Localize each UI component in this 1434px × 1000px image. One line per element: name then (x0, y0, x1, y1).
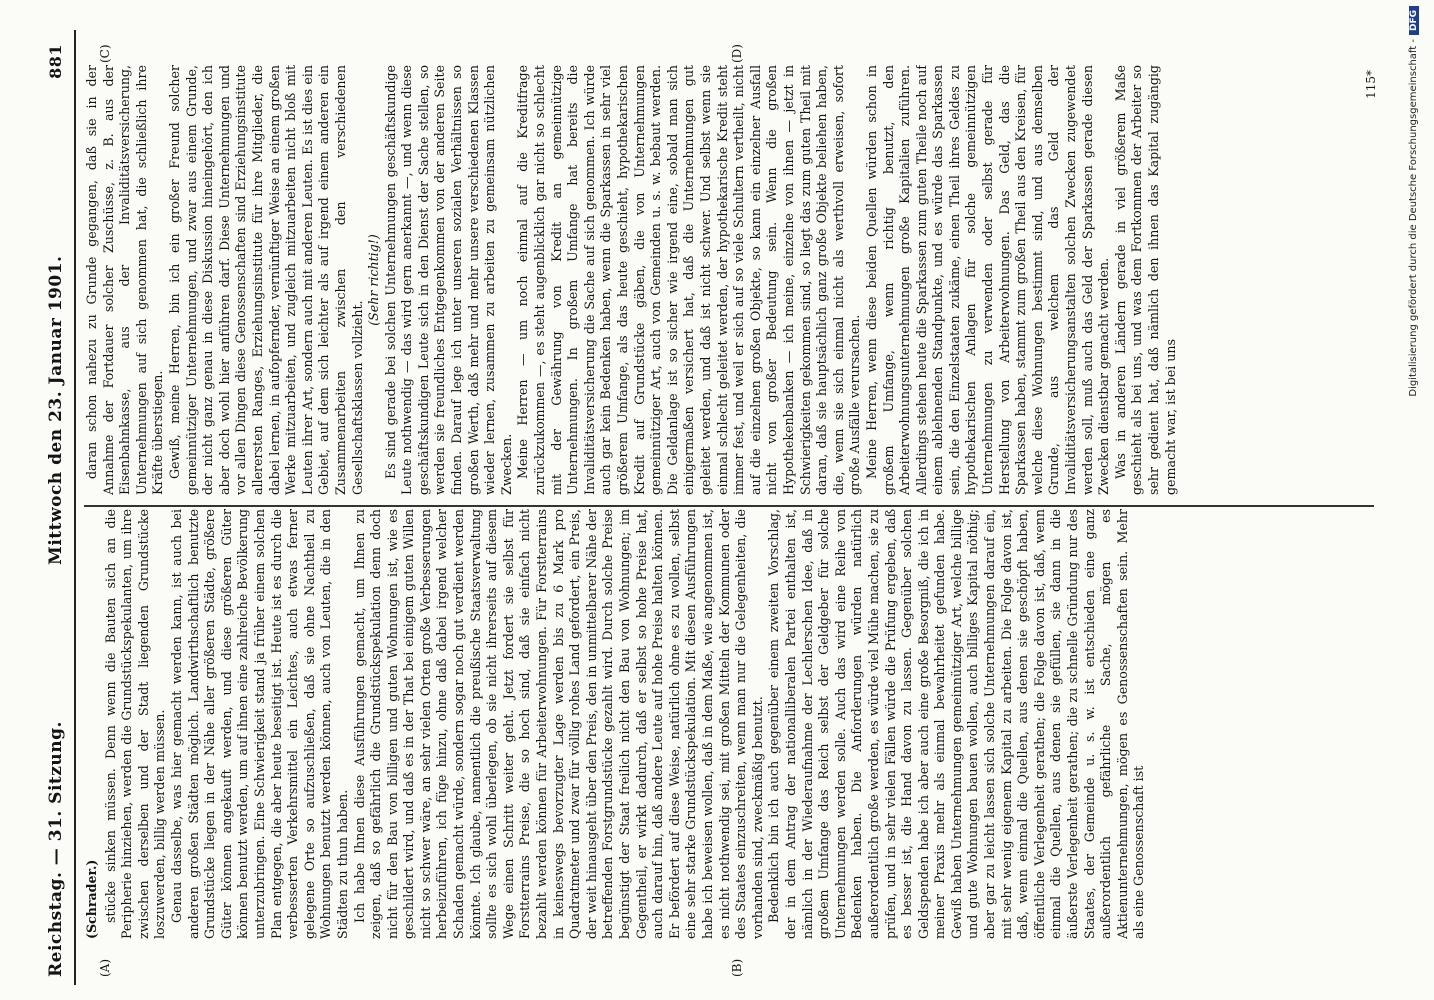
paragraph: Meine Herren, wenn diese beiden Quellen würden schon in großem Umfange, wenn richtig benutzt, den Arbeiterwohnungsunternehmungen große Kapitalien zuführen. Allerdings stehen heute die Sparkassen zum guten Theile noch auf einem ablehnenden Standpunkte, und es würde das Sparkassen sein, die den Einzelstaaten zukäme, einen Theil ihres Geldes zu hypothekarischen Anlagen für solche gemeinnützigen Unternehmungen zu verwenden oder selbst gerade für Herstellung von Arbeiterwohnungen. Das Geld, das die Sparkassen haben, stammt zum großen Theil aus den Kreisen, für welche diese Wohnungen bestimmt sind, und aus demselben Grunde, aus welchem das Geld der Invaliditätsversicherungsanstalten solchen Zwecken zugewendet werden soll, muß auch das Geld der Sparkassen gerade diesen Zwecken dienstbar gemacht werden. (863, 65, 1112, 495)
paragraph: Meine Herren — um noch einmal auf die Kreditfrage zurückzukommen —, es steht augenblicklich gar nicht so schlecht mit der Gewährung von Kredit an gemeinnützige Unternehmungen. In großem Umfange hat bereits die Invaliditätsversicherung die Sache auf sich genommen. Ich würde auch gar kein Bedenken haben, wenn die Sparkassen in sehr viel größerem Umfange, als das heute geschieht, hypothekarischen Kredit auf Grundstücke gäben, die von Unternehmungen gemeinnütziger Art, auch von Gemeinden u. s. w. bebaut werden. Die Geldanlage ist so sicher wie irgend eine, sobald man sich einigermaßen versichert hat, daß die Unternehmungen gut geleitet werden, und daß ist nicht schwer. Und selbst wenn sie einmal schlecht geleitet werden, der hypothekarische Kredit steht immer fest, und weil er sich auf so viele Schultern vertheilt, nicht auf die einzelnen großen Objekte, so kann ein einzelner Ausfall nicht von großer Bedeutung sein. Wenn die großen Hypothekenbanken — ich meine, einzelne von ihnen — jetzt in Schwierigkeiten gekommen sind, so liegt das zum guten Theil mit daran, daß sie hauptsächlich ganz große Objekte beliehen haben, die, wenn sie sich einmal nicht als werthvoll erweisen, sofort große Ausfälle verursachen. (515, 65, 863, 495)
page-number: 881 (46, 44, 65, 79)
paragraph: Bedenklich bin ich auch gegenüber einem zweiten Vorschlag, der in dem Antrag der nationalliberalen Partei enthalten ist, nämlich in der Wiederaufnahme der Lechlerschen Idee, daß in großem Umfange das Reich selbst der Geldgeber für solche Unternehmungen werden solle. Auch das wird eine Reihe von Bedenken haben. Die Anforderungen würden natürlich außerordentlich große werden, es würde viel Mühe machen, sie zu prüfen, und in sehr vielen Fällen würde die Prüfung ergeben, daß es besser ist, die Hand davon zu lassen. Gegenüber solchen Geldspenden habe ich aber auch eine große Besorgniß, die ich in meiner Praxis mehr als einmal bewahrheitet gefunden habe. Gewiß haben Unternehmungen gemeinnütziger Art, welche billige und gute Wohnungen bauen wollen, auch billiges Kapital nöthig; aber gar zu leicht lassen sich solche Unternehmungen darauf ein, mit sehr wenig eigenem Kapital zu arbeiten. Die Folge davon ist, daß, wenn einmal die Quellen, aus denen sie geschöpft haben, öffentliche Verlegenheit gerathen; die Folge davon ist, daß, wenn einmal die Quellen, aus denen sie gefüllen, sie dann in die äußerste Verlegenheit gerathen; die zu schnelle Gründung nur des Staates, der Gemeinde u. s. w. ist entschieden eine ganz außerordentlich gefährliche Sache, mögen es Aktienunternehmungen, mögen es Genossenschaften sein. Mehr als eine Genossenschaft ist (766, 509, 1147, 939)
paragraph: Was in anderen Ländern gerade in viel größerem Maße geschieht als bei uns, und was dem Fortkommen der Arbeiter so sehr gedient hat, daß nämlich den ihnen das Kapital zugängig gemacht war, ist bei uns (1112, 65, 1178, 495)
digitization-credit (1408, 6, 1428, 994)
page-header (40, 30, 74, 985)
catchword: 115* (1364, 70, 1378, 99)
header-rule (74, 30, 76, 985)
credit-line (1408, 6, 1426, 986)
text-column-right (84, 65, 1374, 495)
speaker-name: (Schrader.) (84, 859, 99, 939)
margin-marker-b: (B) (730, 958, 744, 977)
margin-marker-c: (C) (98, 44, 112, 63)
margin-marker-d: (D) (730, 44, 744, 63)
paragraph: Genau dasselbe, was hier gemacht werden kann, ist auch bei anderen großen Städten möglich. Landwirthschaftlich benutzte Grundstücke liegen in der Nähe aller größeren Städte, größere Güter können angekauft werden, und diese größeren Güter können benutzt werden, um auf ihnen eine zahlreiche Bevölkerung unterzubringen. Eine Schwierigkeit stand ja früher einem solchen Plan entgegen, die aber heute beseitigt ist. Heute ist es durch die verbesserten Verkehrsmittel ein Leichtes, auch etwas ferner gelegene Orte so aufzuschließen, daß sie ohne Nachtheil zu Wohnungen benutzt werden können, auch von Leuten, die in den Städten zu thun haben. (168, 509, 350, 939)
header-date: Mittwoch den 23. Januar 1901. (46, 255, 66, 565)
interjection: (Sehr richtig!) (366, 234, 382, 326)
dfg-logo: DFG (1409, 6, 1419, 35)
paragraph: daran schon nahezu zu Grunde gegangen, daß sie in der Annahme der Fortdauer solcher Zuschüsse, z. B. aus der Eisenbahnkasse, aus der Invaliditätsversicherung, Unternehmungen auf sich genommen hat, die schließlich ihre Kräfte überstiegen. (84, 65, 166, 495)
paragraph: Gewiß, meine Herren, bin ich ein großer Freund solcher gemeinnütziger Unternehmungen, und zwar aus einem Grunde, der nicht ganz genau in diese Diskussion hineingehört, den ich aber doch wohl hier anführen darf. Diese Unternehmungen und vor allen Dingen diese Genossenschaften sind Erziehungsinstitute allerersten Ranges, Erziehungsinstitute für ihre Mitglieder, die dabei lernen, in aufopfernder, vernünftiger Weise an einem großen Werke mitzuarbeiten, und zugleich mitzuarbeiten nicht bloß mit Leuten ihrer Art, sondern auch mit anderen Leuten. Es ist dies ein Gebiet, auf dem sich leichter als auf irgend einem anderen ein Zusammenarbeiten zwischen den verschiedenen Gesellschaftsklassen vollzieht. (166, 65, 365, 495)
column-divider (84, 505, 1374, 507)
paragraph: Es sind gerade bei solchen Unternehmungen geschäftskundige Leute nothwendig — das wird gern anerkannt —, und wenn diese geschäftskundigen Leute sich in den Dienst der Sache stellen, so werden sie freundliches Entgegenkommen von der anderen Seite finden. Darauf lege ich unter unseren sozialen Verhältnissen so großen Werth, daß mehr und mehr unsere verschiedenen Klassen wieder lernen, zusammen zu arbeiten zu gemeinsam nützlichen Zwecken. (382, 65, 514, 495)
header-session: Reichstag. — 31. Sitzung. (46, 721, 66, 977)
paragraph: Ich habe Ihnen diese Ausführungen gemacht, um Ihnen zu zeigen, daß so gefährlich die Grundstückspekulation denn doch nicht für den Bau von billigen und guten Wohnungen ist, wie es geschildert wird, und daß es in der That bei einigem guten Willen nicht so schwer wäre, an sehr vielen Orten große Verbesserungen herbeizuführen, ich füge hinzu, ohne daß dabei irgend welcher Schaden gemacht würde, sondern sogar noch gut verdient werden könnte. Ich glaube, namentlich die preußische Staatsverwaltung sollte es sich wohl überlegen, ob sie nicht ihrerseits auf diesem Wege einen Schritt weiter geht. Jetzt fordert sie selbst für Forstterrains Preise, die so hoch sind, daß sie einfach nicht bezahlt werden können für Arbeiterwohnungen. Für Forstterrains in keineswegs bevorzugter Lage werden bis zu 6 Mark pro Quadratmeter und zwar für völlig rohes Land gefordert, ein Preis, der weit hinausgeht über den Preis, den in unmittelbarer Nähe der betreffenden Forstgrundstücke gezahlt wird. Durch solche Preise begünstigt der Staat freilich nicht den Bau von Wohnungen; im Gegentheil, er wirkt dadurch, daß er selbst so hohe Preise hat, auch darauf hin, daß andere Leute auf hohe Preise halten können. Er befördert auf diese Weise, natürlich ohne es zu wollen, selbst eine sehr starke Grundstückspekulation. Mit diesen Ausführungen habe ich beweisen wollen, daß in dem Maße, wie angenommen ist, es nicht nothwendig sei, mit großen Mitteln der Kommunen oder des Staates einzuschreiten, wenn man nur die Gelegenheiten, die vorhanden sind, zweckmäßig benutzt. (351, 509, 765, 939)
text-column-left (84, 509, 1374, 939)
credit-text: Digitalisierung gefördert durch die Deutsche Forschungsgemeinschaft - (1408, 39, 1419, 397)
margin-marker-a: (A) (98, 958, 112, 977)
page-frame (40, 30, 1392, 985)
paragraph: stücke sinken müssen. Denn wenn die Bauten sich an die Peripherie hinziehen, werden die Grundstückspekulanten, um ihre zwischen derselben und der Stadt liegenden Grundstücke loszuwerden, billig werden müssen. (102, 509, 168, 939)
rotated-page-content (40, 30, 1392, 985)
